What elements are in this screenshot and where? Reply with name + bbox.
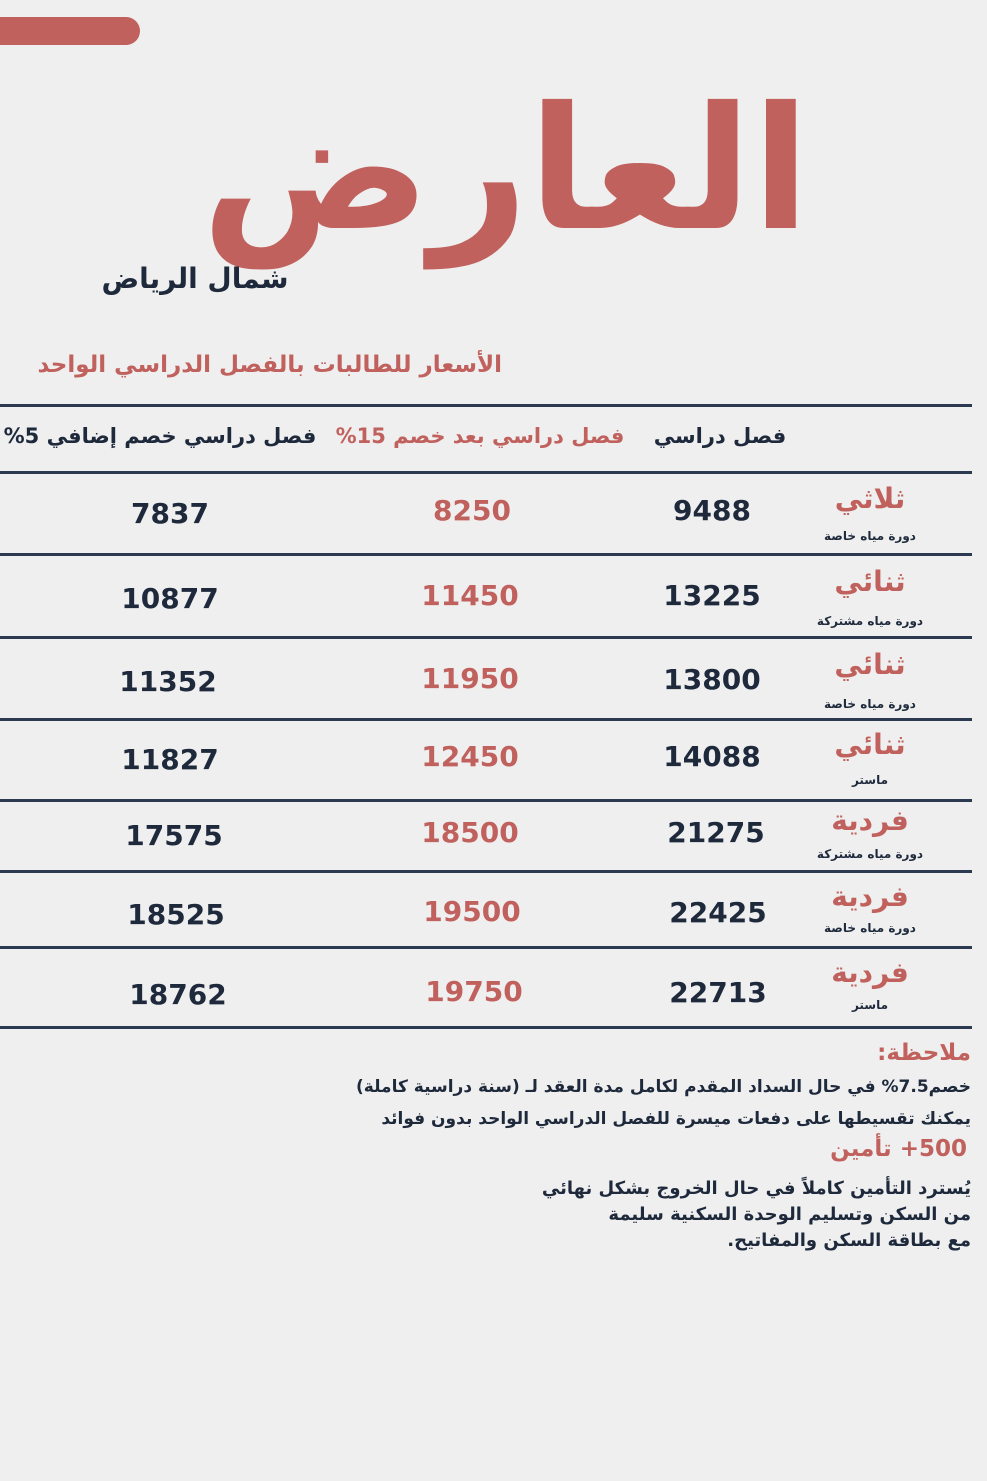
row-semester-price: 21275	[667, 816, 765, 849]
row-type: ثنائي	[834, 728, 906, 761]
row-after-discount-price: 11950	[421, 662, 519, 695]
row-extra-discount-price: 18525	[127, 898, 225, 931]
row-divider	[0, 946, 972, 949]
row-type: فردية	[831, 804, 909, 837]
row-extra-discount-price: 11352	[119, 665, 217, 698]
row-type: فردية	[831, 956, 909, 989]
insurance-line: يُسترد التأمين كاملاً في حال الخروج بشكل نهائي	[541, 1178, 971, 1199]
header-after-discount: فصل دراسي بعد خصم 15%	[335, 424, 625, 448]
insurance-line: من السكن وتسليم الوحدة السكنية سليمة	[608, 1204, 971, 1225]
row-extra-discount-price: 7837	[131, 497, 209, 530]
row-extra-discount-price: 10877	[121, 582, 219, 615]
row-extra-discount-price: 18762	[129, 978, 227, 1011]
row-after-discount-price: 8250	[433, 494, 511, 527]
prices-heading: الأسعار للطالبات بالفصل الدراسي الواحد	[37, 352, 502, 378]
row-divider	[0, 636, 972, 639]
row-after-discount-price: 12450	[421, 740, 519, 773]
row-extra-discount-price: 11827	[121, 743, 219, 776]
row-semester-price: 22425	[669, 896, 767, 929]
row-semester-price: 14088	[663, 740, 761, 773]
row-semester-price: 13225	[663, 579, 761, 612]
header-semester: فصل دراسي	[653, 424, 787, 448]
row-subtype: دورة مياه مشتركة	[816, 847, 924, 861]
row-type: فردية	[831, 880, 909, 913]
row-type: ثلاثي	[834, 482, 906, 515]
row-semester-price: 9488	[673, 494, 751, 527]
insurance-line: مع بطاقة السكن والمفاتيح.	[727, 1230, 971, 1251]
row-divider	[0, 718, 972, 721]
row-divider	[0, 553, 972, 556]
row-subtype: دورة مياه مشتركة	[816, 614, 924, 628]
table-header-rule	[0, 471, 972, 474]
table-top-rule	[0, 404, 972, 407]
row-after-discount-price: 19500	[423, 895, 521, 928]
row-subtype: ماستر	[851, 998, 889, 1012]
note-line-installments: يمكنك تقسيطها على دفعات ميسرة للفصل الدراسي الواحد بدون فوائد	[381, 1109, 971, 1129]
row-after-discount-price: 18500	[421, 816, 519, 849]
row-subtype: دورة مياه خاصة	[824, 921, 916, 935]
decorative-top-bar	[0, 17, 140, 45]
insurance-title: 500+ تأمين	[830, 1136, 967, 1162]
page-subtitle: شمال الرياض	[101, 262, 289, 295]
row-type: ثنائي	[834, 565, 906, 598]
note-line-prepayment: خصم7.5% في حال السداد المقدم لكامل مدة العقد لـ (سنة دراسية كاملة)	[356, 1077, 971, 1097]
row-divider	[0, 870, 972, 873]
row-extra-discount-price: 17575	[125, 819, 223, 852]
page-title: العارض	[201, 71, 810, 269]
row-after-discount-price: 19750	[425, 975, 523, 1008]
table-bottom-rule	[0, 1026, 972, 1029]
row-subtype: ماستر	[851, 773, 889, 787]
header-extra-discount: فصل دراسي خصم إضافي 5%	[3, 424, 317, 448]
row-divider	[0, 799, 972, 802]
note-title: ملاحظة:	[877, 1040, 971, 1066]
row-subtype: دورة مياه خاصة	[824, 697, 916, 711]
row-type: ثنائي	[834, 648, 906, 681]
row-semester-price: 22713	[669, 976, 767, 1009]
row-after-discount-price: 11450	[421, 579, 519, 612]
row-semester-price: 13800	[663, 663, 761, 696]
row-subtype: دورة مياه خاصة	[824, 529, 916, 543]
